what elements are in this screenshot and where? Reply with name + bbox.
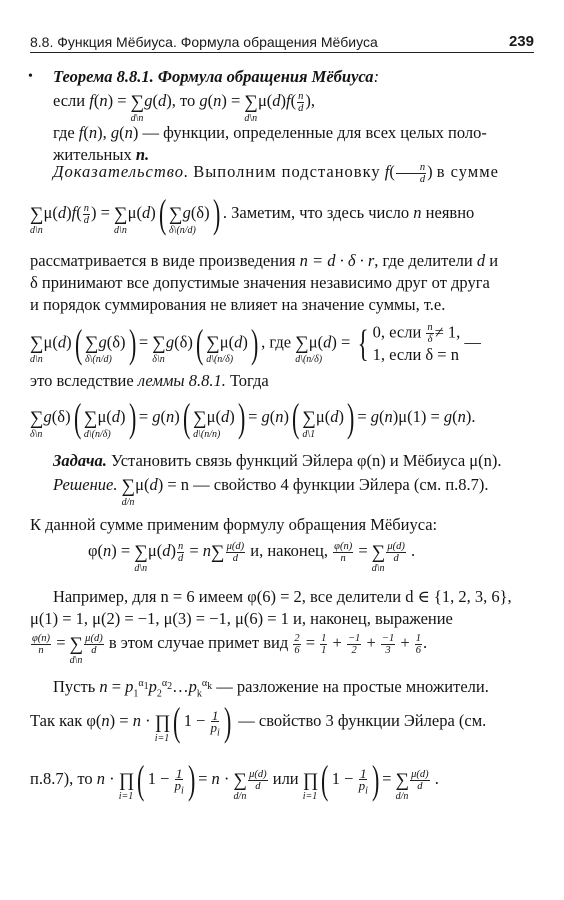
bullet: •	[28, 69, 33, 84]
example-block: Например, для n = 6 имеем φ(6) = 2, все делители d ∈ {1, 2, 3, 6}, μ(1) = 1, μ(2) = −1, μ(3) = −1, μ(6) = 1 и, наконец, выражение $\frac{\varphi(n)}{n}$ = ∑ d\n $\frac{\mu(d)}{d}$ в этом случае примет вид $\frac{2}{6}$ = $\frac{1}{1}$ + $\frac{-1}{2}$ + $\frac{-1}{3}$ + $\frac{1}{6}$ .	[30, 586, 536, 656]
where-word: где	[53, 122, 75, 142]
proof-note: . Заметим, что здесь число	[222, 202, 410, 222]
factor-result: п.8.7), то n · ∏ i=1 ( 1 − $\frac{1}{p_i}$ ) = n · ∑ d/n $\frac{\mu(d)}{d}$ или ∏ i=1 ( 1 − $\frac{1}{p_i}$ ) = ∑ d/n $\frac{\mu(d)}{d}$ .	[30, 757, 439, 802]
since-text: Так как	[30, 710, 83, 730]
case-1: 0, если	[372, 322, 422, 342]
proof-intro: Доказательство. Выполним подстановку f( $\frac{n}{d}$ ) в сумме	[53, 161, 499, 185]
solution-label: Решение.	[53, 475, 118, 494]
factor-since: Так как φ(n) = n · ∏ i=1 ( 1 − $\frac{1}{p_i}$ ) — свойство 3 функции Эйлера (см.	[30, 699, 487, 744]
let-text: Пусть	[53, 677, 96, 696]
decomp-text: — разложение на простые множители.	[216, 677, 489, 696]
proof-para3: и порядок суммирования не влияет на значение суммы, т.е.	[30, 295, 446, 314]
proof-para1-tail: , где делители	[374, 251, 473, 270]
task-text: Установить связь функций Эйлера φ(n) и Мёбиуса μ(n).	[111, 451, 502, 470]
theorem-where: где f(n), g(n) — функции, определенные для всех целых поло-	[53, 122, 487, 142]
proof-intro-text: Выполним подстановку	[193, 162, 381, 181]
prop3-text: — свойство 3 функции Эйлера (см.	[238, 710, 487, 730]
proof-formula-1: ∑ d\n μ(d)f( $\frac{n}{d}$ ) = ∑ d\n μ(d)( ∑ δ\(n/d) g(δ)) . Заметим, что здесь число n неявно	[30, 191, 475, 236]
theorem-functions-text: — функции, определенные для всех целых поло-	[142, 122, 487, 142]
proof-d: d	[476, 251, 486, 270]
proof-consequence	[30, 370, 536, 392]
apply-text	[30, 514, 536, 536]
solution-text: = n — свойство 4 функции Эйлера (см. п.8.7).	[167, 475, 489, 494]
case-2: 1, если δ = n	[372, 345, 459, 364]
header-rule	[30, 52, 534, 53]
or-text: или	[272, 768, 299, 788]
page-number: 239	[508, 33, 534, 50]
theorem-line3: жительных	[53, 144, 132, 164]
ref-text: п.8.7), то	[30, 768, 93, 788]
task-label: Задача.	[53, 451, 107, 470]
example-line1: Например, для n = 6 имеем φ(6) = 2, все делители d ∈ {1, 2, 3, 6},	[53, 587, 512, 606]
proof-formula-3: ∑ δ\n g(δ)( ∑ d\(n/δ) μ(d)) = g(n)( ∑ d\(n/n) μ(d)) = g(n)( ∑ d\1 μ(d)) = g(n)μ(1) = g(n).	[30, 395, 476, 440]
theorem-formula: если f(n) = ∑ d\n g(d), то g(n) = ∑ d\n μ(d)f( $\frac{n}{d}$ ),	[53, 90, 315, 124]
proof-label: Доказательство.	[53, 162, 190, 181]
theorem-n: n.	[135, 144, 150, 164]
proof-note-n: n	[413, 202, 422, 222]
theorem-colon: :	[373, 67, 380, 86]
running-head	[30, 26, 534, 50]
case-1-cond: ≠ 1,	[434, 322, 461, 342]
theorem-title: Теорема 8.8.1. Формула обращения Мёбиуса	[53, 67, 374, 86]
lemma-ref: леммы 8.8.1.	[137, 371, 226, 390]
proof-and: и	[489, 251, 499, 270]
proof-formula-2: ∑ d\n μ(d)( ∑ δ\(n/d) g(δ)) = ∑ δ\n g(δ)( ∑ d\(n/δ) μ(d)) , где ∑ d\(n/δ) μ(d) = { 0, если $\frac{n}{\delta}$ ≠ 1, 1, если δ = n —	[30, 320, 481, 366]
proof-note-tail: неявно	[425, 202, 475, 222]
apply-line: К данной сумме применим формулу обращения Мёбиуса:	[30, 515, 438, 534]
if-word: если	[53, 91, 86, 110]
factor-block: Пусть $n = p_1^{\alpha_1}p_2^{\alpha_2}\dots p_k^{\alpha_k}$ — разложение на простые множители.	[53, 677, 489, 700]
proof-dash: —	[464, 332, 481, 352]
proof-where: , где	[261, 332, 292, 352]
theorem-block	[30, 66, 536, 166]
proof-paragraph	[30, 250, 536, 316]
proof-para2: δ принимают все допустимые значения независимо друг от друга	[30, 273, 490, 292]
then-text: Тогда	[229, 371, 269, 390]
example-line3: в этом случае примет вид	[108, 633, 289, 652]
section-title: 8.8. Функция Мёбиуса. Формула обращения Мёбиуса	[30, 34, 378, 50]
proof-product-expr: n = d · δ · r	[299, 251, 375, 270]
task-block: Задача. Установить связь функций Эйлера φ(n) и Мёбиуса μ(n). Решение. ∑ d/n μ(d) = n — свойство 4 функции Эйлера (см. п.8.7).	[53, 451, 502, 508]
apply-formula: φ(n) = ∑ d\n μ(d) $\frac{n}{d}$ = n∑ $\frac{\mu(d)}{d}$ и, наконец, $\frac{\varphi(n)}{n}$ = ∑ d\n $\frac{\mu(d)}{d}$ .	[88, 540, 416, 574]
example-line2: μ(1) = 1, μ(2) = −1, μ(3) = −1, μ(6) = 1 и, наконец, выражение	[30, 609, 453, 628]
then-word: , то	[171, 91, 196, 110]
finally-text: и, наконец,	[250, 541, 329, 560]
proof-para1: рассматривается в виде произведения	[30, 251, 296, 270]
proof-in-sum: в сумме	[436, 162, 499, 181]
consequence-text: это вследствие	[30, 371, 134, 390]
